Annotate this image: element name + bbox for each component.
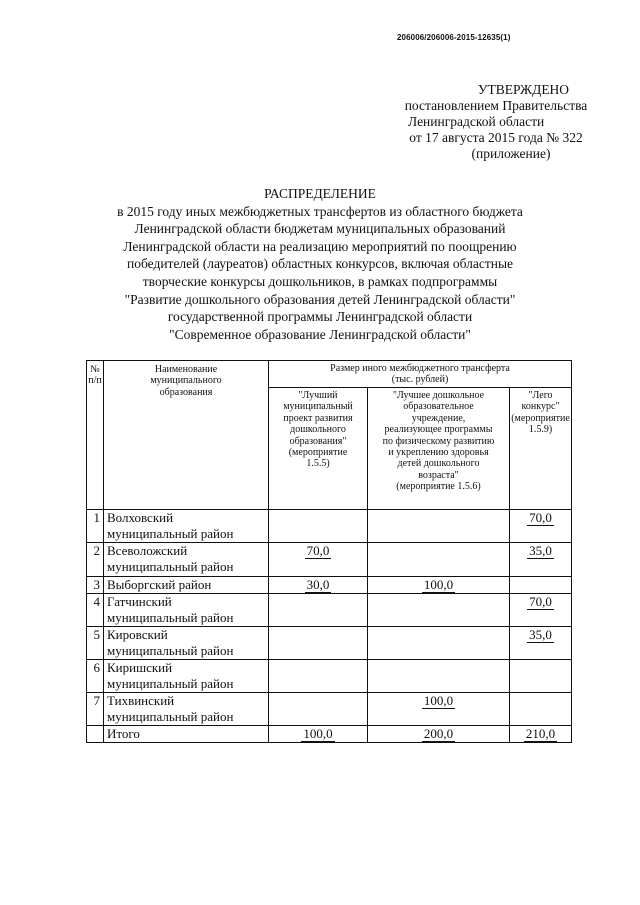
heading-line: победителей (лауреатов) областных конкурсов, включая областные — [126, 256, 514, 272]
approval-stamp — [380, 82, 612, 162]
table-row — [87, 577, 572, 594]
approval-title: УТВЕРЖДЕНО — [477, 82, 570, 97]
heading-line: Ленинградской области бюджетам муниципальных образований — [134, 221, 506, 237]
municipality-name: Кировский муниципальный район — [104, 627, 269, 660]
heading-line: "Современное образование Ленинградской области" — [169, 326, 471, 342]
total-best-institution: 200,0 — [368, 726, 510, 743]
header-number: № п/п — [87, 361, 104, 510]
total-number-cell — [87, 726, 104, 743]
table-row — [87, 627, 572, 660]
document-heading — [60, 185, 580, 343]
value-best-project: 30,0 — [269, 577, 368, 594]
value-lego-contest: 35,0 — [510, 543, 572, 577]
value-lego-contest — [510, 577, 572, 594]
value-best-institution — [368, 660, 510, 693]
total-label: Итого — [104, 726, 269, 743]
value-best-project — [269, 510, 368, 543]
row-number: 1 — [87, 510, 104, 543]
heading-line: государственной программы Ленинградской области — [167, 309, 473, 325]
row-number: 5 — [87, 627, 104, 660]
value-lego-contest — [510, 693, 572, 726]
value-best-institution — [368, 510, 510, 543]
value-best-project — [269, 594, 368, 627]
value-best-institution — [368, 627, 510, 660]
heading-line: Ленинградской области на реализацию мероприятий по поощрению — [123, 238, 517, 254]
value-best-institution — [368, 594, 510, 627]
value-best-project — [269, 627, 368, 660]
distribution-table — [86, 360, 572, 743]
table-row — [87, 693, 572, 726]
header-best-institution: "Лучшее дошкольное образовательное учреждение, реализующее программы по физическому развитию и укреплению здоровья детей дошкольного возраста" (мероприятие 1.5.6) — [368, 388, 510, 510]
row-number: 4 — [87, 594, 104, 627]
municipality-name: Всеволожский муниципальный район — [104, 543, 269, 577]
heading-line: в 2015 году иных межбюджетных трансфертов из областного бюджета — [117, 203, 523, 219]
table-row — [87, 543, 572, 577]
total-best-project: 100,0 — [269, 726, 368, 743]
heading-line: творческие конкурсы дошкольников, в рамках подпрограммы — [142, 273, 498, 289]
value-best-project — [269, 660, 368, 693]
header-transfer-amount: Размер иного межбюджетного трансферта (тыс. рублей) — [269, 361, 572, 388]
municipality-name: Тихвинский муниципальный район — [104, 693, 269, 726]
table-row — [87, 510, 572, 543]
table-row — [87, 594, 572, 627]
heading-line: "Развитие дошкольного образования детей Ленинградской области" — [124, 291, 516, 307]
approval-line-4: (приложение) — [471, 146, 551, 161]
value-lego-contest: 70,0 — [510, 510, 572, 543]
heading-title: РАСПРЕДЕЛЕНИЕ — [264, 186, 376, 201]
value-best-institution: 100,0 — [368, 693, 510, 726]
approval-line-2: Ленинградской области — [408, 114, 545, 129]
row-number: 3 — [87, 577, 104, 594]
municipality-name: Гатчинский муниципальный район — [104, 594, 269, 627]
total-lego-contest: 210,0 — [510, 726, 572, 743]
value-best-project — [269, 693, 368, 726]
header-municipality: Наименование муниципального образования — [104, 361, 269, 510]
table-row — [87, 660, 572, 693]
header-best-project: "Лучший муниципальный проект развития дошкольного образования" (мероприятие 1.5.5) — [269, 388, 368, 510]
value-lego-contest — [510, 660, 572, 693]
municipality-name: Выборгский район — [104, 577, 269, 594]
municipality-name: Волховский муниципальный район — [104, 510, 269, 543]
approval-line-3: от 17 августа 2015 года № 322 — [409, 130, 583, 145]
row-number: 6 — [87, 660, 104, 693]
row-number: 2 — [87, 543, 104, 577]
header-lego-contest: "Лего конкурс" (мероприятие 1.5.9) — [510, 388, 572, 510]
municipality-name: Киришский муниципальный район — [104, 660, 269, 693]
approval-line-1: постановлением Правительства — [404, 98, 588, 113]
value-best-institution: 100,0 — [368, 577, 510, 594]
value-best-project: 70,0 — [269, 543, 368, 577]
value-best-institution — [368, 543, 510, 577]
document-id: 206006/206006-2015-12635(1) — [397, 33, 511, 42]
row-number: 7 — [87, 693, 104, 726]
total-row — [87, 726, 572, 743]
value-lego-contest: 35,0 — [510, 627, 572, 660]
value-lego-contest: 70,0 — [510, 594, 572, 627]
